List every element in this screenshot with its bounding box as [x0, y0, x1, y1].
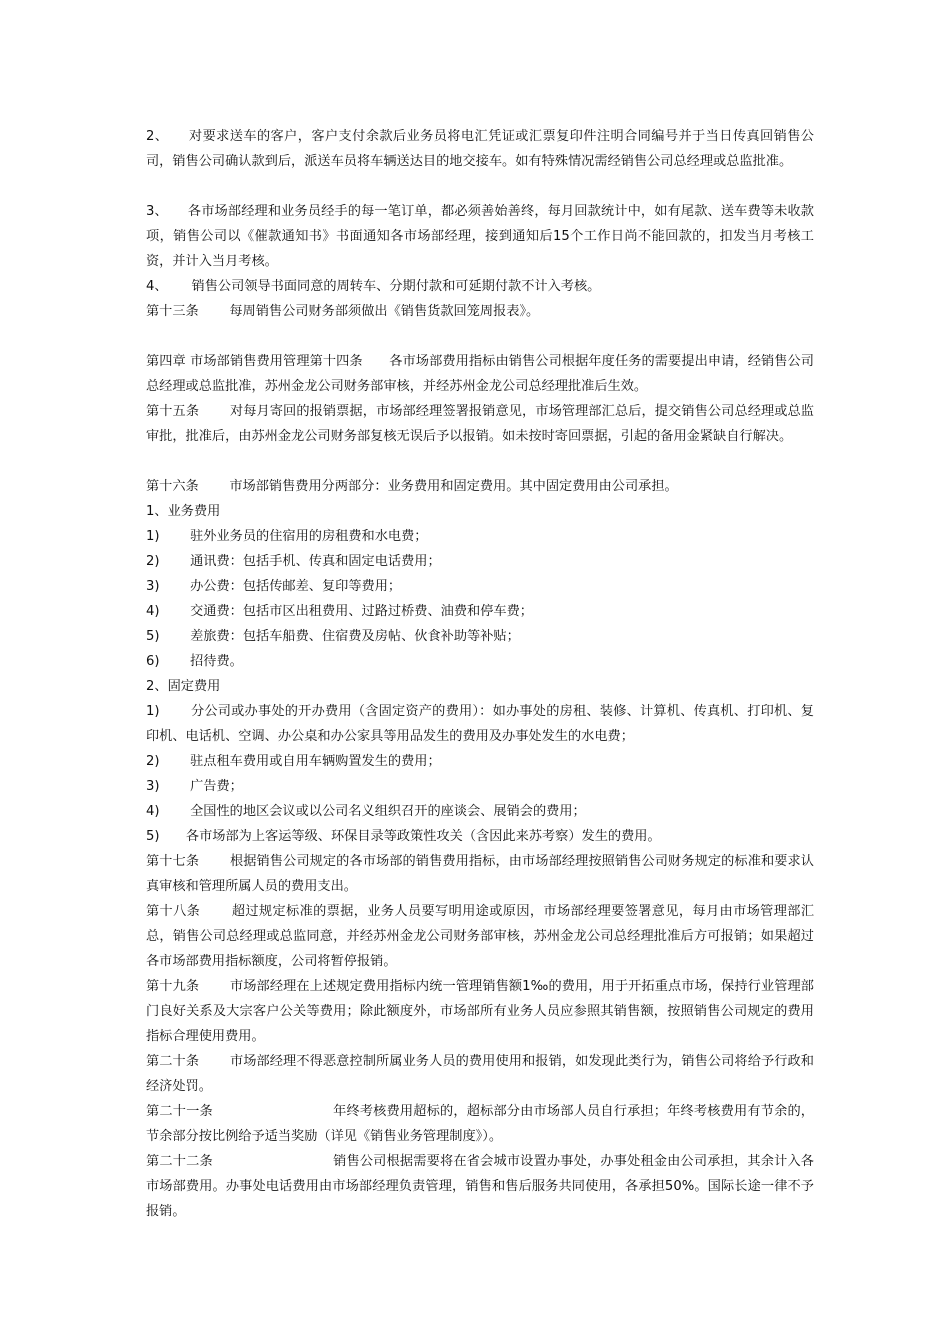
- business-expense-item: 6) 招待费。: [146, 654, 243, 669]
- business-expense-item: 1) 驻外业务员的住宿用的房租费和水电费；: [146, 529, 428, 544]
- fixed-expense-item: 1) 分公司或办事处的开办费用（含固定资产的费用）：如办事处的房租、装修、计算机、传真机、打印机、复印机、电话机、空调、办公桌和办公家具等用品发生的费用及办事处发生的水电费；: [146, 704, 814, 744]
- paragraph-item-2: 2、 对要求送车的客户，客户支付余款后业务员将电汇凭证或汇票复印件注明合同编号并于当日传真回销售公司，销售公司确认款到后，派送车员将车辆送达目的地交接车。如有特殊情况需经销售公司总经理或总监批准。: [146, 129, 814, 169]
- section-fixed-expenses: 2、固定费用: [146, 679, 221, 694]
- fixed-expense-item: 4) 全国性的地区会议或以公司名义组织召开的座谈会、展销会的费用；: [146, 804, 586, 819]
- section-business-expenses: 1、业务费用: [146, 504, 221, 519]
- business-expense-item: 5) 差旅费：包括车船费、住宿费及房帖、伙食补助等补贴；: [146, 629, 520, 644]
- fixed-expense-item: 5) 各市场部为上客运等级、环保目录等政策性攻关（含因此来苏考察）发生的费用。: [146, 829, 661, 844]
- chapter-4-article-14: 第四章 市场部销售费用管理第十四条 各市场部费用指标由销售公司根据年度任务的需要提出申请，经销售公司总经理或总监批准，苏州金龙公司财务部审核，并经苏州金龙公司总经理批准后生效。: [146, 354, 814, 394]
- article-13: 第十三条 每周销售公司财务部须做出《销售货款回笼周报表》。: [146, 304, 540, 319]
- paragraph-item-3: 3、 各市场部经理和业务员经手的每一笔订单，都必须善始善终，每月回款统计中，如有尾款、送车费等未收款项，销售公司以《催款通知书》书面通知各市场部经理，接到通知后15个工作日尚不能回款的，扣发当月考核工资，并计入当月考核。: [146, 204, 814, 269]
- article-21: 第二十一条 年终考核费用超标的，超标部分由市场部人员自行承担；年终考核费用有节余的，节余部分按比例给予适当奖励（详见《销售业务管理制度》）。: [146, 1104, 814, 1144]
- article-15: 第十五条 对每月寄回的报销票据，市场部经理签署报销意见，市场管理部汇总后，提交销售公司总经理或总监审批，批准后，由苏州金龙公司财务部复核无误后予以报销。如未按时寄回票据，引起的备用金紧缺自行解决。: [146, 404, 814, 444]
- article-18: 第十八条 超过规定标准的票据，业务人员要写明用途或原因，市场部经理要签署意见，每月由市场管理部汇总，销售公司总经理或总监同意，并经苏州金龙公司财务部审核，苏州金龙公司总经理批准后方可报销；如果超过各市场部费用指标额度，公司将暂停报销。: [146, 904, 814, 969]
- paragraph-item-4: 4、 销售公司领导书面同意的周转车、分期付款和可延期付款不计入考核。: [146, 279, 601, 294]
- business-expense-item: 3) 办公费：包括传邮差、复印等费用；: [146, 579, 402, 594]
- article-17: 第十七条 根据销售公司规定的各市场部的销售费用指标，由市场部经理按照销售公司财务规定的标准和要求认真审核和管理所属人员的费用支出。: [146, 854, 814, 894]
- fixed-expense-item: 3) 广告费；: [146, 779, 243, 794]
- article-20: 第二十条 市场部经理不得恶意控制所属业务人员的费用使用和报销，如发现此类行为，销售公司将给予行政和经济处罚。: [146, 1054, 814, 1094]
- article-16: 第十六条 市场部销售费用分两部分：业务费用和固定费用。其中固定费用由公司承担。: [146, 479, 678, 494]
- business-expense-item: 2) 通讯费：包括手机、传真和固定电话费用；: [146, 554, 441, 569]
- business-expense-item: 4) 交通费：包括市区出租费用、过路过桥费、油费和停车费；: [146, 604, 533, 619]
- article-19: 第十九条 市场部经理在上述规定费用指标内统一管理销售额1‰的费用，用于开拓重点市场，保持行业管理部门良好关系及大宗客户公关等费用；除此额度外，市场部所有业务人员应参照其销售额，按照销售公司规定的费用指标合理使用费用。: [146, 979, 814, 1044]
- article-22: 第二十二条 销售公司根据需要将在省会城市设置办事处，办事处租金由公司承担，其余计入各市场部费用。办事处电话费用由市场部经理负责管理，销售和售后服务共同使用，各承担50%。国际长途一律不予报销。: [146, 1154, 814, 1219]
- fixed-expense-item: 2) 驻点租车费用或自用车辆购置发生的费用；: [146, 754, 441, 769]
